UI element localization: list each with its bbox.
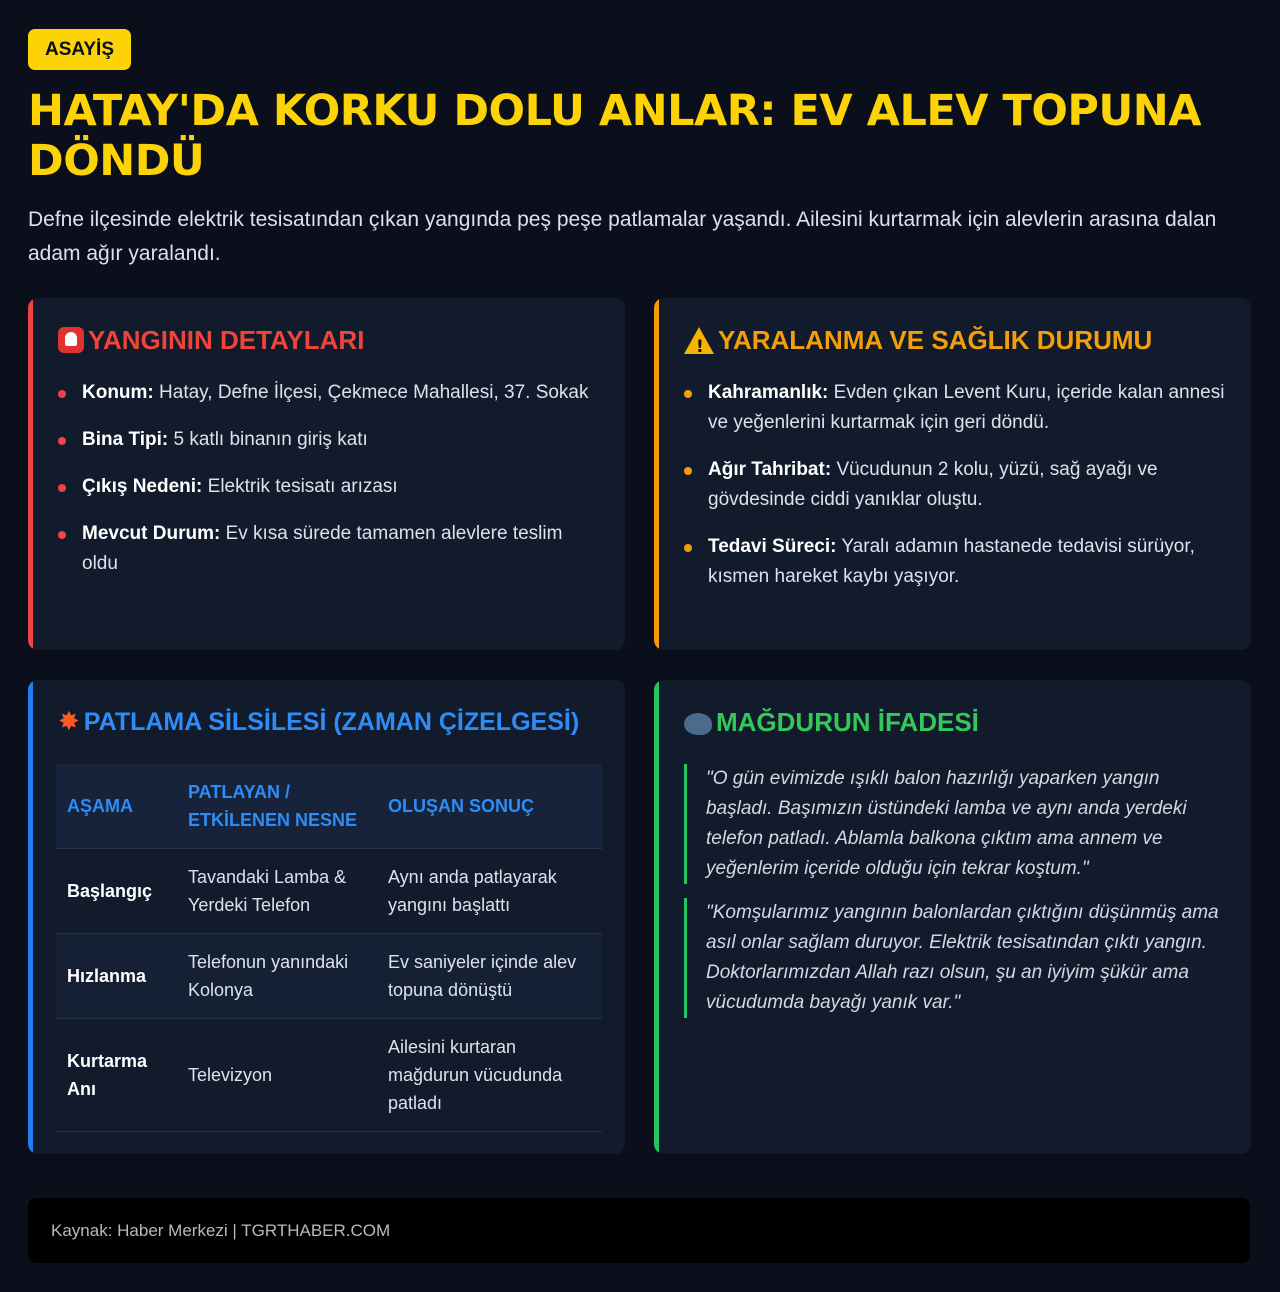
item-label: Ağır Tahribat:	[708, 459, 832, 480]
category-badge: ASAYİŞ	[28, 29, 131, 70]
table-cell: Telefonun yanındaki Kolonya	[177, 934, 377, 1019]
list-item	[684, 532, 1225, 592]
item-text: Vücudunun 2 kolu, yüzü, sağ ayağı ve gövdesinde ciddi yanıklar oluştu.	[708, 459, 1158, 510]
list-item	[58, 378, 599, 408]
item-text: Elektrik tesisatı arızası	[207, 476, 398, 497]
injury-card	[654, 298, 1251, 650]
column-header-result: OLUŞAN SONUÇ	[377, 764, 602, 849]
column-header-object: PATLAYAN / ETKİLENEN NESNE	[177, 764, 377, 849]
explosion-icon: ✸	[58, 707, 80, 737]
table-cell: Kurtarma Anı	[56, 1019, 177, 1132]
warning-icon	[684, 327, 714, 354]
fire-details-title	[58, 324, 364, 356]
column-header-stage: AŞAMA	[56, 764, 177, 849]
item-label: Çıkış Nedeni:	[82, 476, 203, 497]
table-row	[56, 1019, 602, 1132]
injury-title	[684, 324, 1152, 356]
speaking-head-icon	[684, 713, 712, 735]
lead-paragraph: Defne ilçesinde elektrik tesisatından çıkan yangında peş peşe patlamalar yaşandı. Ailesini kurtarmak için alevlerin arasına dalan adam ağır yaralandı.	[28, 208, 1217, 265]
list-item	[58, 519, 599, 579]
list-item	[58, 425, 599, 455]
timeline-card	[28, 680, 625, 1154]
list-item	[684, 378, 1225, 438]
item-text: 5 katlı binanın giriş katı	[173, 429, 368, 450]
injury-list	[684, 378, 1225, 609]
table-cell: Ev saniyeler içinde alev topuna dönüştü	[377, 934, 602, 1019]
item-text: Hatay, Defne İlçesi, Çekmece Mahallesi, 37. Sokak	[159, 382, 589, 403]
table-cell: Televizyon	[177, 1019, 377, 1132]
table-row	[56, 849, 602, 934]
item-label: Bina Tipi:	[82, 429, 169, 450]
item-label: Konum:	[82, 382, 154, 403]
headline: HATAY'DA KORKU DOLU ANLAR: EV ALEV TOPUNA DÖNDÜ	[28, 86, 1202, 186]
fire-details-card	[28, 298, 625, 650]
item-text: Yaralı adamın hastanede tedavisi sürüyor, kısmen hareket kaybı yaşıyor.	[708, 536, 1195, 587]
table-cell: Başlangıç	[56, 849, 177, 934]
table-cell: Tavandaki Lamba & Yerdeki Telefon	[177, 849, 377, 934]
list-item	[684, 455, 1225, 515]
timeline-title-text: PATLAMA SİLSİLESİ (ZAMAN ÇİZELGESİ)	[83, 708, 580, 736]
statement-title-text: MAĞDURUN İFADESİ	[716, 707, 979, 737]
statement-card	[654, 680, 1251, 1154]
quote-2: "Komşularımız yangının balonlardan çıktığını düşünmüş ama asıl onlar sağlam duruyor. Elektrik tesisatından çıktı yangın. Doktorlarımızdan Allah razı olsun, şu an iyiyim şükür ama vücudumda bayağı yanık var."	[684, 898, 1221, 1018]
item-text: Evden çıkan Levent Kuru, içeride kalan annesi ve yeğenlerini kurtarmak için geri döndü.	[708, 382, 1225, 433]
timeline-title	[58, 706, 579, 738]
statement-title	[684, 706, 979, 738]
table-header-row	[56, 764, 602, 849]
table-row	[56, 934, 602, 1019]
item-label: Kahramanlık:	[708, 382, 829, 403]
fire-details-list	[58, 378, 599, 596]
siren-icon	[58, 327, 84, 353]
timeline-table	[56, 764, 602, 1132]
item-text: Ev kısa sürede tamamen alevlere teslim oldu	[82, 523, 563, 574]
item-label: Tedavi Süreci:	[708, 536, 837, 557]
table-cell: Ailesini kurtaran mağdurun vücudunda patladı	[377, 1019, 602, 1132]
injury-title-text: YARALANMA VE SAĞLIK DURUMU	[718, 325, 1153, 355]
fire-details-title-text: YANGININ DETAYLARI	[88, 325, 365, 355]
quote-1: "O gün evimizde ışıklı balon hazırlığı yaparken yangın başladı. Başımızın üstündeki lamba ve aynı anda yerdeki telefon patladı. Ablamla balkona çıktım ama annem ve yeğenlerim içeride olduğu için tekrar koştum."	[684, 764, 1221, 884]
item-label: Mevcut Durum:	[82, 523, 221, 544]
list-item	[58, 472, 599, 502]
source-footer: Kaynak: Haber Merkezi | TGRTHABER.COM	[28, 1198, 1250, 1263]
table-cell: Hızlanma	[56, 934, 177, 1019]
table-cell: Aynı anda patlayarak yangını başlattı	[377, 849, 602, 934]
